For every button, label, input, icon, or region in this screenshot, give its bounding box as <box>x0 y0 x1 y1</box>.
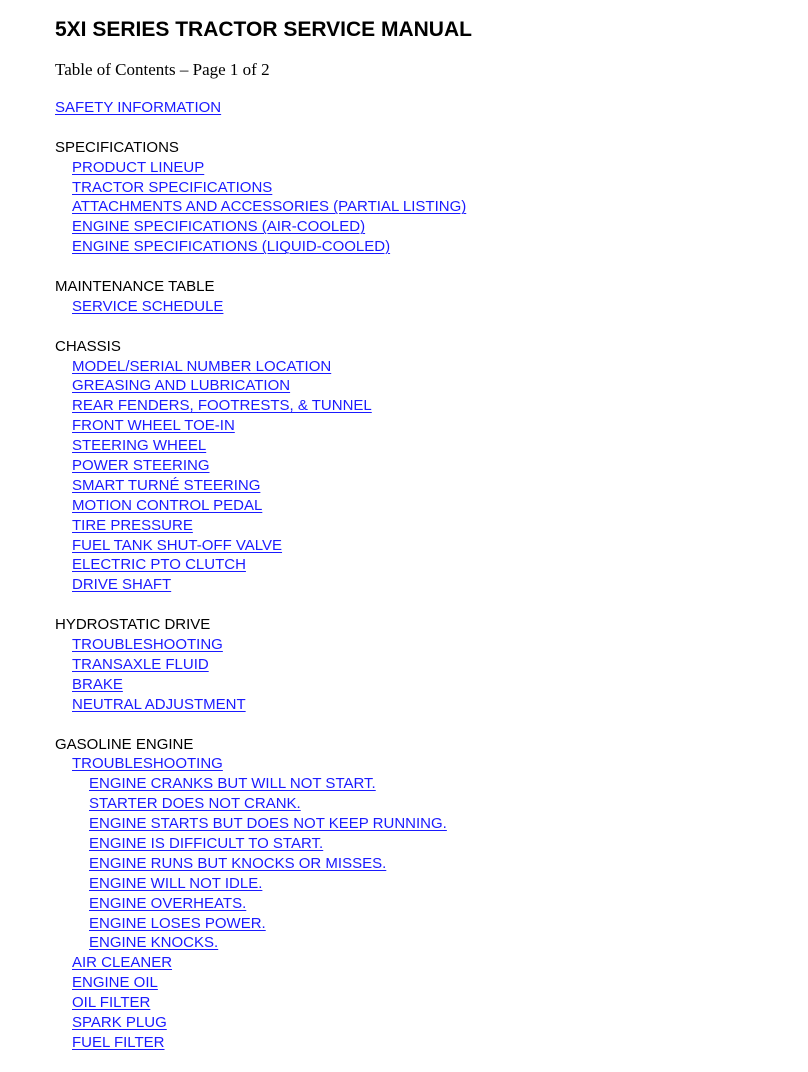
toc-link-smart-turne-steering[interactable]: SMART TURNÉ STEERING <box>72 476 261 494</box>
toc-heading-maintenance-table: MAINTENANCE TABLE <box>55 278 215 296</box>
toc-link-tractor-specifications[interactable]: TRACTOR SPECIFICATIONS <box>72 178 273 196</box>
toc-link-power-steering[interactable]: POWER STEERING <box>72 457 210 475</box>
toc-link-engine-knocks[interactable]: ENGINE KNOCKS. <box>89 934 219 952</box>
toc-link-knocks-or-misses[interactable]: ENGINE RUNS BUT KNOCKS OR MISSES. <box>89 854 387 872</box>
toc-link-starter-not-crank[interactable]: STARTER DOES NOT CRANK. <box>89 795 301 813</box>
toc-link-attachments-accessories[interactable]: ATTACHMENTS AND ACCESSORIES (PARTIAL LISTING) <box>72 198 467 216</box>
toc-heading-hydrostatic-drive: HYDROSTATIC DRIVE <box>55 616 211 634</box>
toc-link-cranks-not-start[interactable]: ENGINE CRANKS BUT WILL NOT START. <box>89 775 376 793</box>
toc-heading-chassis: CHASSIS <box>55 337 121 355</box>
toc-spacer <box>55 715 466 735</box>
toc-link-loses-power[interactable]: ENGINE LOSES POWER. <box>89 914 266 932</box>
toc-link-overheats[interactable]: ENGINE OVERHEATS. <box>89 894 247 912</box>
toc-link-oil-filter[interactable]: OIL FILTER <box>72 994 151 1012</box>
toc-spacer <box>55 317 466 337</box>
toc-link-engine-oil[interactable]: ENGINE OIL <box>72 974 158 992</box>
toc-link-neutral-adjustment[interactable]: NEUTRAL ADJUSTMENT <box>72 695 246 713</box>
toc-spacer <box>55 595 466 615</box>
toc-heading-gasoline-engine: GASOLINE ENGINE <box>55 735 194 753</box>
toc-link-rear-fenders[interactable]: REAR FENDERS, FOOTRESTS, & TUNNEL <box>72 397 372 415</box>
toc-link-air-cleaner[interactable]: AIR CLEANER <box>72 954 173 972</box>
toc-link-motion-control-pedal[interactable]: MOTION CONTROL PEDAL <box>72 496 263 514</box>
toc-link-difficult-to-start[interactable]: ENGINE IS DIFFICULT TO START. <box>89 834 324 852</box>
toc-link-hydro-troubleshooting[interactable]: TROUBLESHOOTING <box>72 636 223 654</box>
toc-link-transaxle-fluid[interactable]: TRANSAXLE FLUID <box>72 655 209 673</box>
page-subtitle: Table of Contents – Page 1 of 2 <box>55 60 270 79</box>
toc-link-will-not-idle[interactable]: ENGINE WILL NOT IDLE. <box>89 874 263 892</box>
toc-link-safety-information[interactable]: SAFETY INFORMATION <box>55 99 222 116</box>
toc-link-front-wheel-toe-in[interactable]: FRONT WHEEL TOE-IN <box>72 417 235 435</box>
toc-link-spark-plug[interactable]: SPARK PLUG <box>72 1013 167 1031</box>
toc-spacer <box>55 118 466 138</box>
toc-link-drive-shaft[interactable]: DRIVE SHAFT <box>72 576 172 594</box>
toc-link-engine-specs-liquid-cooled[interactable]: ENGINE SPECIFICATIONS (LIQUID-COOLED) <box>72 238 391 256</box>
table-of-contents <box>55 98 466 1053</box>
toc-link-electric-pto-clutch[interactable]: ELECTRIC PTO CLUTCH <box>72 556 246 574</box>
toc-spacer <box>55 257 466 277</box>
toc-link-fuel-shutoff-valve[interactable]: FUEL TANK SHUT-OFF VALVE <box>72 536 283 554</box>
toc-link-model-serial-location[interactable]: MODEL/SERIAL NUMBER LOCATION <box>72 357 332 375</box>
toc-link-service-schedule[interactable]: SERVICE SCHEDULE <box>72 297 224 315</box>
toc-link-engine-specs-air-cooled[interactable]: ENGINE SPECIFICATIONS (AIR-COOLED) <box>72 218 366 236</box>
toc-heading-specifications: SPECIFICATIONS <box>55 138 179 156</box>
toc-link-steering-wheel[interactable]: STEERING WHEEL <box>72 437 207 455</box>
toc-link-tire-pressure[interactable]: TIRE PRESSURE <box>72 516 193 534</box>
toc-link-product-lineup[interactable]: PRODUCT LINEUP <box>72 158 205 176</box>
toc-link-greasing-lubrication[interactable]: GREASING AND LUBRICATION <box>72 377 291 395</box>
page-title: 5XI SERIES TRACTOR SERVICE MANUAL <box>55 18 472 41</box>
toc-link-brake[interactable]: BRAKE <box>72 675 123 693</box>
toc-link-starts-not-running[interactable]: ENGINE STARTS BUT DOES NOT KEEP RUNNING. <box>89 815 447 833</box>
toc-link-engine-troubleshooting[interactable]: TROUBLESHOOTING <box>72 755 223 773</box>
toc-link-fuel-filter[interactable]: FUEL FILTER <box>72 1033 165 1051</box>
